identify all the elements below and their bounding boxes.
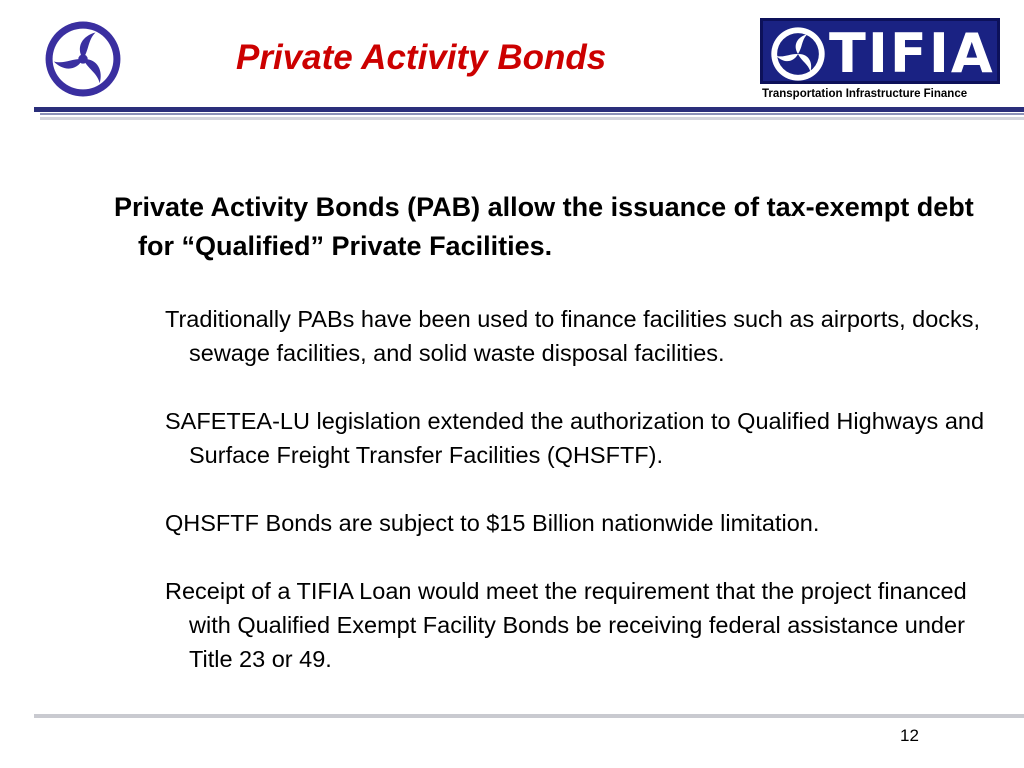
main-point: Private Activity Bonds (PAB) allow the issuance of tax-exempt debt for “Qualified” Private Facilities. — [114, 192, 974, 261]
page-number: 12 — [900, 726, 919, 745]
header-divider-secondary — [40, 113, 1024, 115]
footer-divider — [34, 714, 1024, 718]
dot-triskelion-logo-icon — [769, 25, 827, 83]
header-divider-shadow — [40, 117, 1024, 120]
page-title: Private Activity Bonds — [236, 38, 607, 77]
sub-point-safetea-lu: SAFETEA-LU legislation extended the authorization to Qualified Highways and Surface Freight Transfer Facilities (QHSFTF). — [165, 408, 985, 468]
tifia-subtitle: Transportation Infrastructure Finance — [762, 88, 968, 100]
dot-triskelion-logo-icon — [44, 20, 122, 98]
tifia-wordmark: TIFIA — [829, 22, 995, 85]
sub-point-tifia-loan: Receipt of a TIFIA Loan would meet the requirement that the project financed with Qualified Exempt Facility Bonds be receiving federal assistance under Title 23 or 49. — [165, 578, 967, 672]
sub-point-list — [165, 302, 995, 710]
tifia-logo — [760, 18, 1006, 108]
sub-point-traditional-use: Traditionally PABs have been used to finance facilities such as airports, docks, sewage facilities, and solid waste disposal facilities. — [165, 306, 981, 366]
sub-point-limitation: QHSFTF Bonds are subject to $15 Billion nationwide limitation. — [165, 510, 820, 536]
header-divider — [34, 107, 1024, 112]
tifia-logo-box — [760, 18, 1000, 84]
